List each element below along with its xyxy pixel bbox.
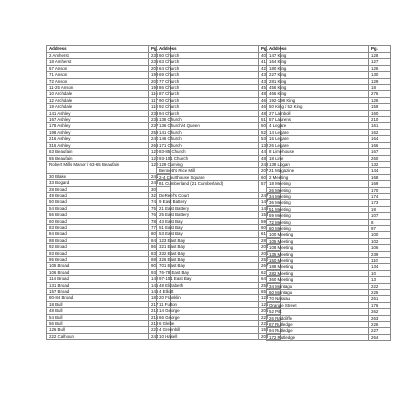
page-number-cell: 18 [369,206,391,212]
address-cell: 321 East Bay [157,244,259,250]
address-cell: 18 Amherst [47,59,149,65]
header-row [157,46,281,53]
page-number-cell: 123 [259,295,281,301]
page-number-cell: 236 [149,117,171,123]
address-cell: 171 Church [157,142,259,148]
page-number-cell: 43 [259,72,281,78]
address-cell: 50 King / 52 King [267,104,369,110]
page-number-cell: 263 [369,315,391,321]
address-cell: 83-85 Church [157,149,259,155]
table-row [157,181,281,193]
address-cell: 4 Legare [267,123,369,129]
address-cell: 14 George [157,308,259,314]
address-cell: 188 Meeting [267,264,369,270]
address-cell: 25 East Battery [157,212,259,218]
page-number-cell: 252 [259,282,281,288]
address-cell: 21 East Battery [157,205,259,211]
page-column-header: Pg. [369,46,391,53]
address-cell: 84 Broad [47,231,149,237]
address-cell: 56 Broad [47,212,149,218]
address-cell: 164 King [267,59,369,65]
page-number-cell: 88 [149,256,171,262]
page-number-cell: 164 [369,136,391,142]
address-cell: 2-4 Courthouse Square [157,174,259,180]
page-number-cell: 146 [149,289,171,295]
page-number-cell: 134 [369,264,391,270]
page-number-cell: 166 [369,142,391,148]
address-cell: 93 Broad [47,250,149,256]
address-cell: 90 Church [157,97,259,103]
page-number-cell: 222 [369,283,391,289]
page-number-cell: 48 [259,155,281,161]
address-cell: 216 Ashley [47,136,149,142]
page-number-cell: 207 [259,168,281,174]
page-number-cell: 90 [149,263,171,269]
address-cell: 64 Church [157,65,259,71]
address-cell: 172 Rutledge [267,334,369,340]
page-number-cell: 250 [259,256,281,262]
page-number-cell: 242 [149,180,171,186]
address-cell: 30 Blake [47,173,149,179]
address-cell: 123 East Bay [157,237,259,243]
page-number-cell: 154 [259,212,281,218]
page-number-cell: 199 [149,72,171,78]
page-number-cell: 152 [259,327,281,333]
page-number-cell: 132 [369,161,391,167]
address-cell: 67 Anson [47,65,149,71]
page-number-cell: 173 [369,200,391,206]
address-index-table-1 [46,45,171,340]
page-number-cell: 132 [259,142,281,148]
address-cell: 10 Hasell [157,333,259,339]
address-cell: 332 East Bay [157,250,259,256]
address-cell: 52 Pitt [267,309,369,315]
address-cell: 360 Meeting [267,277,369,283]
address-cell: 141 Ashley [47,110,149,116]
address-cell: 72 Anson [47,78,149,84]
address-cell: 8 Limehouse [267,149,369,155]
page-number-cell: 60 [259,224,281,230]
page-number-cell: 52 [259,129,281,135]
address-index-table-3 [266,45,391,341]
page-number-cell: 48 [259,110,281,116]
address-cell: 114 Broad [47,276,149,282]
page-number-cell: 240 [149,136,171,142]
page-number-cell: 198 [149,85,171,91]
address-cell: 69 Church [157,72,259,78]
page-number-cell: 44 [259,149,281,155]
address-index-table-2 [156,45,281,340]
page-number-cell: 145 [149,282,171,288]
page-number-cell: 61 [259,231,281,237]
page-number-cell: 142 [149,276,171,282]
page-number-cell: 218 [149,308,171,314]
page-number-cell: 110 [369,258,391,264]
address-cell: 326 East Bay [157,256,259,262]
address-cell: 93-101 Church [157,155,259,161]
page-number-cell: 40 [259,53,281,59]
page-number-cell: 62 [259,269,281,275]
page-number-cell: 259 [149,129,171,135]
address-cell: 4 Greenhill [157,327,259,333]
page-number-cell: 45 [259,85,281,91]
address-cell: 87 Rutledge [267,322,369,328]
page-number-cell: 269 [149,142,171,148]
address-cell: 128 Coming [157,161,259,167]
address-column-header: Address [267,46,369,53]
page-number-cell: 248 [259,161,281,167]
address-cell: 36 Meeting [267,200,369,206]
page-number-cell: 264 [369,334,391,340]
page-number-cell: 276 [369,91,391,97]
page-number-cell: 129 [369,78,391,84]
page-number-cell: 106 [369,245,391,251]
page-number-cell: 116 [149,91,171,97]
page-number-cell: 130 [369,72,391,78]
address-cell: 198 Ashley [47,129,149,135]
address-cell: 105 Broad [47,263,149,269]
address-cell: 316 Ashley [47,142,149,148]
page-number-cell: 147 [259,199,281,205]
page-number-cell: 74 [149,199,171,205]
page-number-cell: 169 [369,181,391,187]
page-number-cell: 78 [149,218,171,224]
page-number-cell: 162 [369,129,391,135]
page-number-cell: 174 [369,193,391,199]
page-number-cell: 247 [259,192,281,198]
address-cell: 192-198 King [267,97,369,103]
page-number-cell: 57 [259,181,281,193]
address-cell: DeReef's Court [157,192,259,198]
address-cell: 456 King [267,85,369,91]
page-number-cell: 159 [369,104,391,110]
page-number-cell: 220 [149,327,171,333]
page-number-cell: 59 [259,218,281,224]
address-cell: 94 Church [157,110,259,116]
address-cell: 167 Ashley [47,117,149,123]
address-cell: 65 Beaufain [47,155,149,161]
page-number-cell: 227 [369,328,391,334]
address-cell: 108 Meeting [267,245,369,251]
address-cell: 10 Archdale [47,91,149,97]
address-cell: 26 Legare [267,142,369,148]
page-number-cell: 200 [149,78,171,84]
address-cell: 72 Meeting [267,219,369,225]
address-cell: 6 Glebe [157,321,259,327]
address-cell: 11 Fulton [157,301,259,307]
address-cell: Bennett's Rice Mill [157,168,259,174]
address-cell: 136 Church [157,117,259,123]
page-number-cell: 46 [259,97,281,103]
address-cell: 227 King [267,72,369,78]
address-cell: 282 Meeting [267,270,369,276]
address-cell: 106 Broad [47,269,149,275]
address-cell: Orange Street [267,302,369,308]
page-number-cell: 128 [369,53,391,59]
page-number-cell: 234 [149,53,171,59]
page-number-cell: 226 [369,322,391,328]
page-number-cell: 120 [149,161,171,173]
address-cell: 60 Church [157,53,259,59]
address-cell: 54 Bull [47,314,149,320]
page-number-cell: 244 [149,333,171,339]
address-cell: 135 Meeting [267,251,369,257]
address-cell: 147 King [267,53,369,59]
page-number-cell: 237 [149,123,171,129]
table-row [47,161,171,173]
page-number-cell: 80 [149,231,171,237]
address-cell: 281 King [267,78,369,84]
address-cell: 146 Church [157,136,259,142]
address-cell: 18 Bull [47,301,149,307]
page-number-cell: 48 [259,91,281,97]
address-cell: 87 Church [157,91,259,97]
page-number-cell: 217 [149,301,171,307]
page-number-cell: 42 [259,65,281,71]
page-number-cell: 60 [259,174,281,180]
page-number-cell: 260 [369,155,391,161]
address-cell: 92 Church [157,104,259,110]
address-column-header: Address [157,46,259,53]
address-cell: 466 King [267,91,369,97]
header-row [47,46,171,53]
page-number-cell: 46 [259,104,281,110]
address-cell: 18 Meeting [267,181,369,187]
address-cell: 63 Church [157,59,259,65]
address-cell: 92 Broad [47,244,149,250]
table-row [267,334,391,340]
address-cell: 136 Church/4 Queen [157,123,259,129]
address-cell: 86 Church [157,85,259,91]
page-number-cell: 32 [149,192,171,198]
page-number-cell: 126 [369,65,391,71]
address-cell: 4 Elliott [157,289,259,295]
address-cell: 157 Broad [47,289,149,295]
address-cell: 180 King [267,65,369,71]
page-number-cell: 170 [369,187,391,193]
address-cell: 95 Broad [47,256,149,262]
page-number-cell: 176 [369,302,391,308]
address-cell: 141 Church [157,129,259,135]
address-cell: 28 Broad [47,186,149,192]
address-cell: 14 Legare [267,129,369,135]
page-number-cell: 222 [259,314,281,320]
address-cell: 54 Broad [47,205,149,211]
address-cell: 21 Magazine [267,168,369,174]
header-row [267,46,391,53]
page-number-cell: 28 [259,237,281,243]
address-cell: 27 Lamboll [267,110,369,116]
table-row [157,333,281,339]
page-number-cell: 8 [369,219,391,225]
page-number-cell: 64 [259,276,281,282]
page-number-cell: 76 [149,212,171,218]
page-number-cell: 239 [369,251,391,257]
page-number-cell: 43 [259,78,281,84]
page-number-cell: 53 [259,136,281,142]
page-number-cell: 97 [369,225,391,231]
address-cell: 150 Meeting [267,258,369,264]
address-cell: 59 Meeting [267,213,369,219]
page-number-cell: 216 [149,314,171,320]
address-cell: 20 Franklin [157,295,259,301]
page-number-cell: 126 [369,97,391,103]
address-cell: 51 Meeting [267,206,369,212]
page-number-cell: 75 [149,205,171,211]
address-cell: 56 Bull [47,321,149,327]
address-cell: 77 Church [157,78,259,84]
page-number-cell: 238 [149,110,171,116]
page-number-cell: 204 [259,244,281,250]
page-number-cell: 206 [259,308,281,314]
address-cell: 57 Laurens [267,117,369,123]
address-cell: 94 Rutledge [267,328,369,334]
address-cell: 105 Meeting [267,238,369,244]
page-number-cell: 13 [369,277,391,283]
page-number-cell: 167 [369,149,391,155]
page-number-cell: 127 [369,59,391,65]
page-number-cell: 168 [369,174,391,180]
page-number-cell: 102 [369,238,391,244]
page-number-cell: 221 [259,321,281,327]
address-cell: 138 Logan [267,161,369,167]
address-cell: 33 Bogard [47,180,149,186]
address-cell: 83 Broad [47,224,149,230]
page-number-cell: 219 [149,321,171,327]
page-number-cell: 51 [259,117,281,123]
address-cell: 53 East Bay [157,231,259,237]
page-column-header: Pg. [149,46,171,53]
address-cell: 2 Meeting [267,174,369,180]
page-number-cell: 41 [259,59,281,65]
page-number-cell: 161 [369,123,391,129]
page-number-cell: 241 [149,173,171,179]
address-cell: 222 Calhoun [47,333,149,339]
page-number-cell: 86 [149,244,171,250]
page-number-cell: 83 [149,250,171,256]
address-cell: 100 Meeting [267,232,369,238]
page-number-cell: 120 [149,149,171,155]
page-number-cell: 77 [149,224,171,230]
address-cell: 49 Broad [47,192,149,198]
page-number-cell: 236 [149,59,171,65]
address-cell: 11-25 Anson [47,85,149,91]
page-number-cell: 149 [259,205,281,211]
address-cell: 63 Beaufain [47,149,149,155]
address-cell: 50 Broad [47,199,149,205]
page-number-cell: 100 [369,232,391,238]
page-number-cell: 65 [259,289,281,295]
address-cell: 51 East Bay [157,224,259,230]
address-cell: 9 East Battery [157,199,259,205]
table-row [47,333,171,339]
address-cell: 701 East Bay [157,263,259,269]
address-cell: 97-101 East Bay [157,276,259,282]
address-cell: 131 Broad [47,282,149,288]
page-number-cell: 225 [369,290,391,296]
address-cell: 26 Meeting [267,187,369,193]
page-number-cell: 144 [369,168,391,174]
address-cell: 15 Legare [267,136,369,142]
page-number-cell: 202 [149,65,171,71]
address-cell: 60 Broad [47,218,149,224]
address-cell: Robert Mills Manor / 63-65 Beaufain [47,161,149,173]
page-number-cell: 18 [369,85,391,91]
address-cell: 81 Cumberland (21 Cumberland) [157,181,259,193]
address-cell: 26 Radcliffe [267,315,369,321]
address-cell: 80 Meeting [267,225,369,231]
page-number-cell: 120 [149,155,171,161]
page-number-cell: 208 [259,333,281,339]
address-cell: 126 Bull [47,327,149,333]
address-cell: 76-78 East Bay [157,269,259,275]
page-number-cell: 50 [259,123,281,129]
address-column-header: Address [47,46,149,53]
page-column-header: Pg. [259,46,281,53]
address-cell: 2 Amherst [47,53,149,59]
page-number-cell: 180 [149,295,171,301]
address-cell: 178 Ashley [47,123,149,129]
address-cell: 43 East Bay [157,218,259,224]
address-cell: 34 Montagu [267,283,369,289]
address-cell: 71 Anson [47,72,149,78]
page-number-cell: 267 [259,263,281,269]
address-cell: 80-84 Broad [47,295,149,301]
page-number-cell: 30 [149,186,171,192]
address-cell: 18 Line [267,155,369,161]
page-number-cell: 125 [259,301,281,307]
address-cell: 19 Archdale [47,104,149,110]
address-cell: 66 George [157,314,259,320]
page-number-cell: 10 [369,270,391,276]
page-number-cell: 205 [259,250,281,256]
address-cell: 70 Nassau [267,296,369,302]
page-number-cell: 262 [369,309,391,315]
address-cell: 48 Elizabeth [157,282,259,288]
page-number-cell: 107 [369,213,391,219]
address-cell: 88 Broad [47,237,149,243]
page-number-cell: 210 [369,117,391,123]
address-cell: 12 Archdale [47,97,149,103]
page-number-cell: 160 [369,110,391,116]
page-number-cell: 93 [149,269,171,275]
address-cell: 34 Meeting [267,193,369,199]
page-number-cell: 118 [149,104,171,110]
address-cell: 48 Bull [47,308,149,314]
page-number-cell: 84 [149,237,171,243]
page-number-cell: 261 [369,296,391,302]
address-cell: 60 Montagu [267,290,369,296]
page-number-cell: 117 [149,97,171,103]
